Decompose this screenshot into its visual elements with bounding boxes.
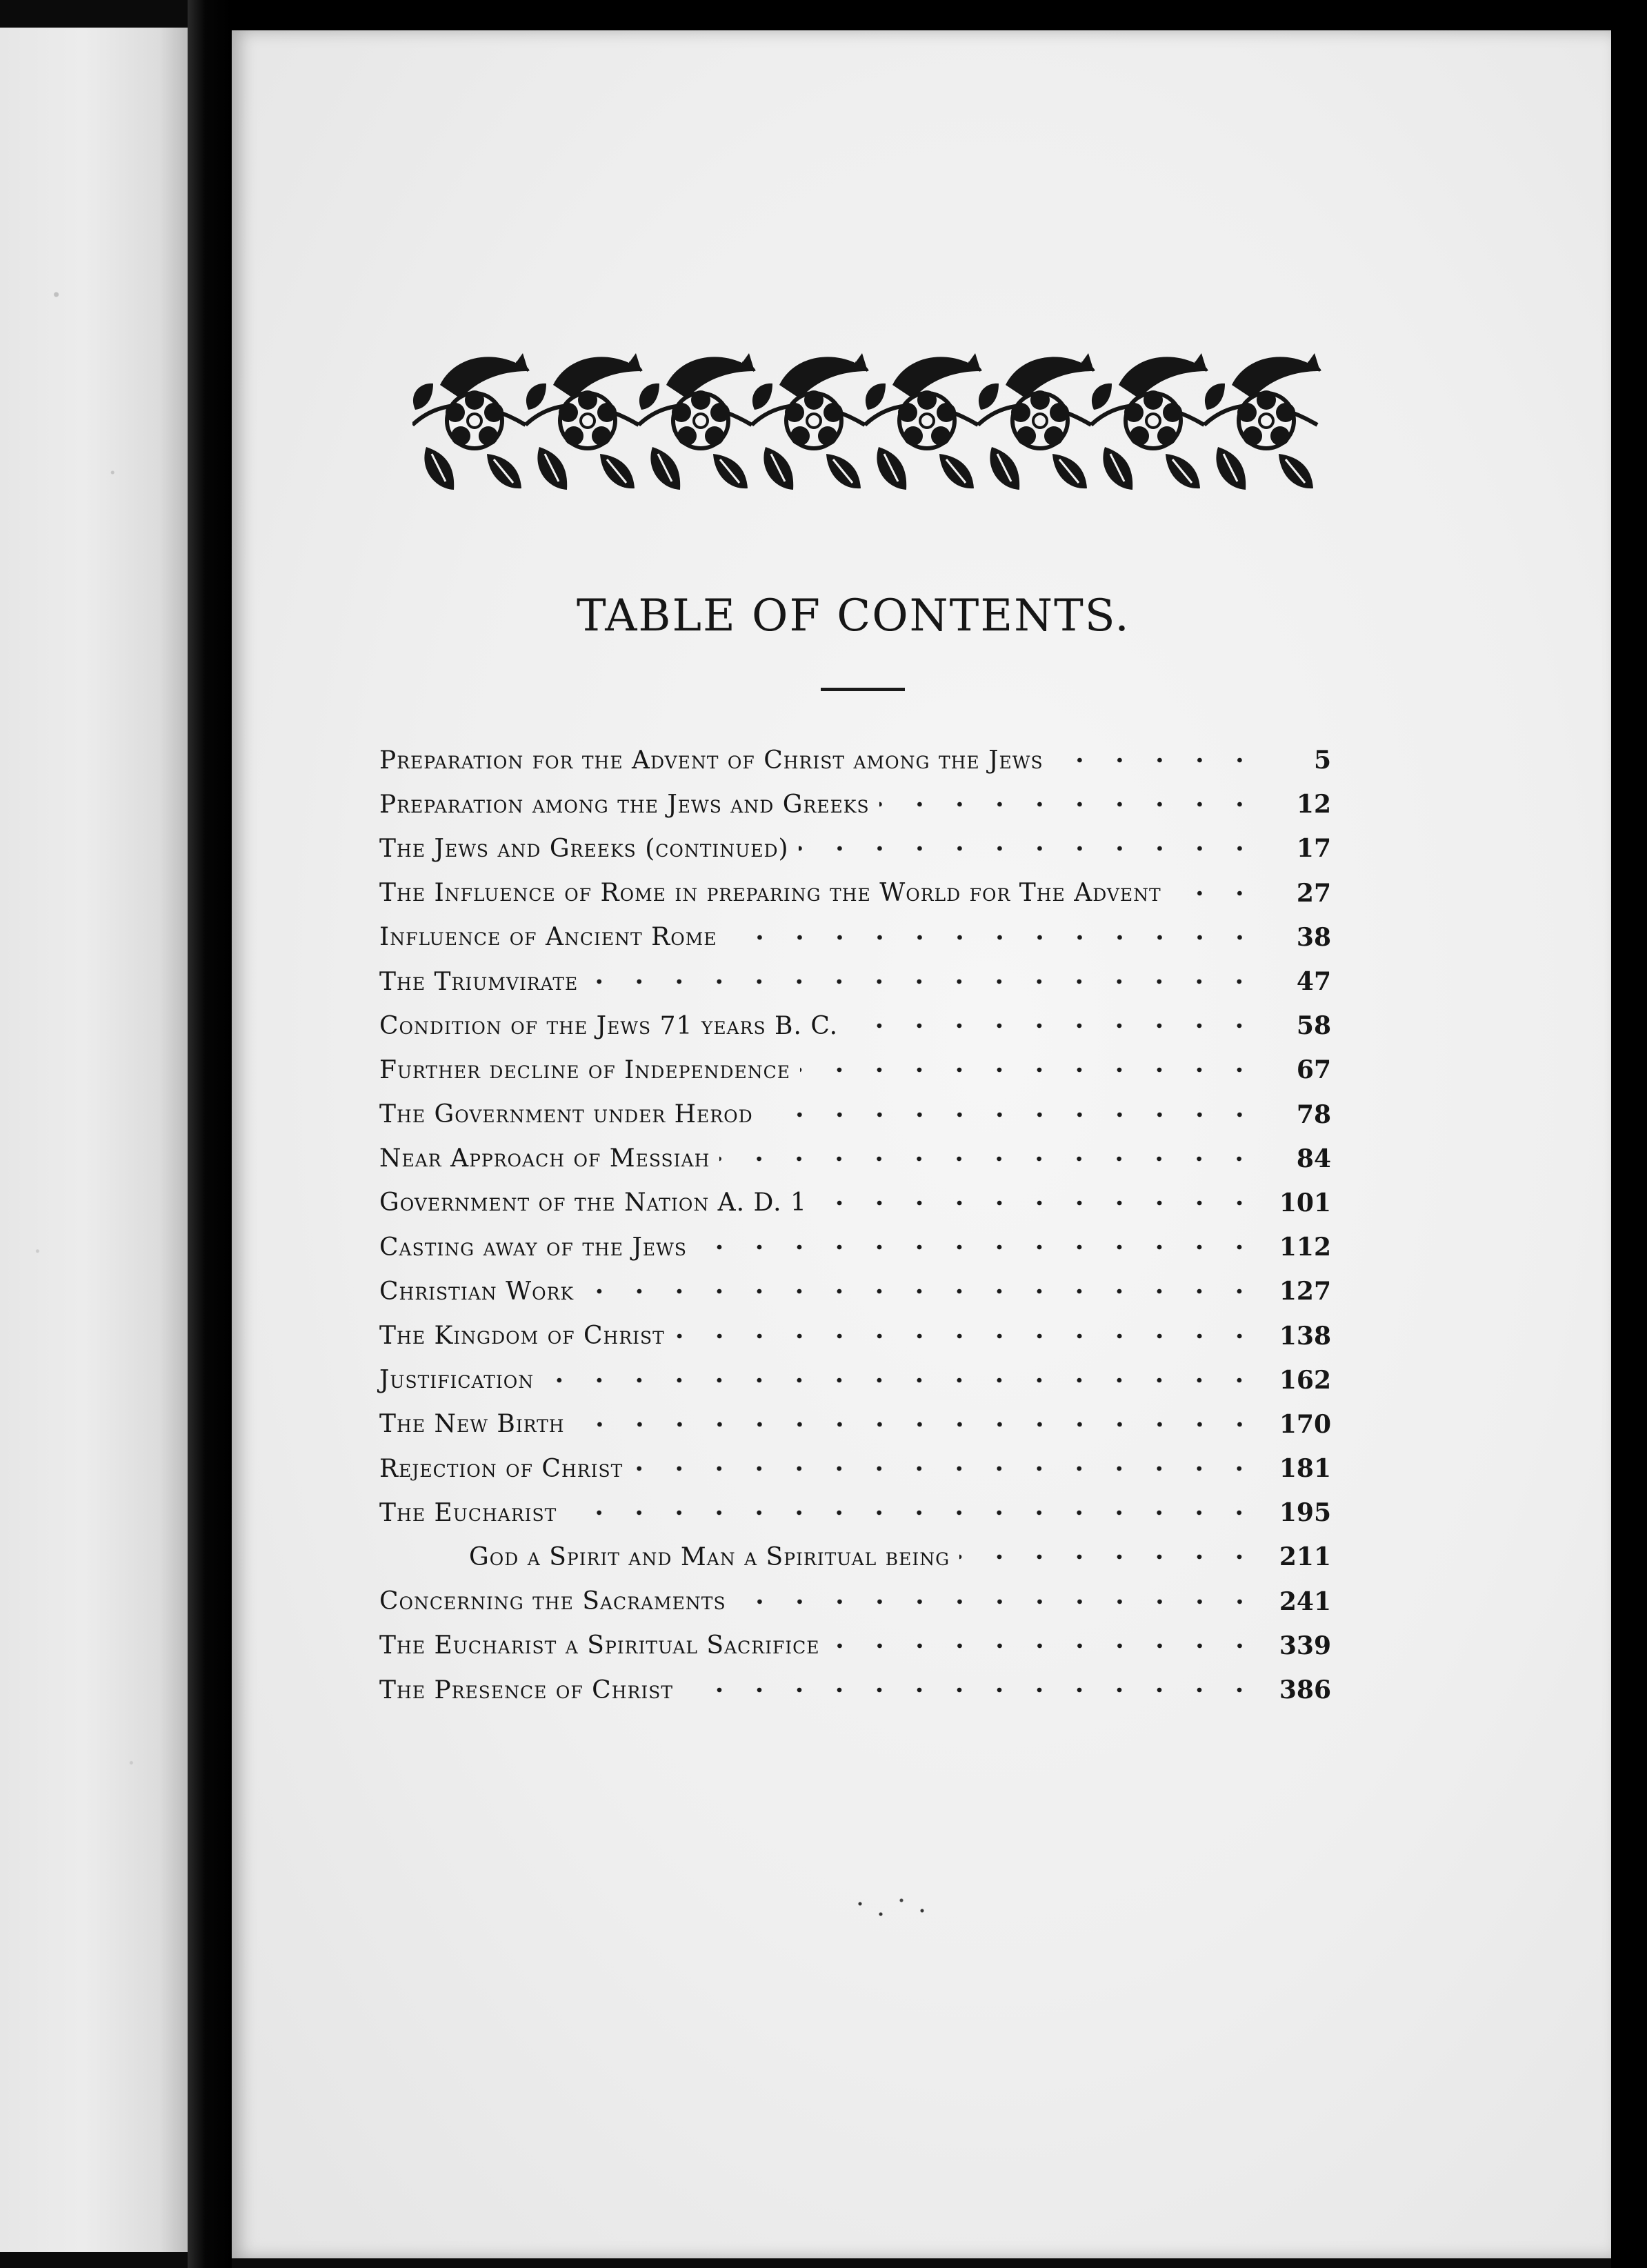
dot-leader	[675, 1322, 1259, 1350]
dot-leader	[848, 1012, 1259, 1040]
toc-entry[interactable]	[379, 738, 1331, 782]
dot-leader	[719, 1145, 1259, 1173]
toc-entry[interactable]	[379, 1048, 1331, 1092]
toc-entry-page: 27	[1296, 878, 1331, 908]
toc-entry-page: 195	[1279, 1498, 1331, 1528]
toc-entry-title: Rejection of Christ	[379, 1454, 623, 1483]
toc-entry[interactable]	[379, 871, 1331, 915]
toc-entry[interactable]	[379, 1580, 1331, 1624]
dot-leader	[575, 1411, 1259, 1438]
toc-entry[interactable]	[379, 1181, 1331, 1225]
dot-leader	[632, 1455, 1259, 1482]
toc-entry[interactable]	[379, 1225, 1331, 1269]
toc-entry-title: The Jews and Greeks (continued)	[379, 834, 789, 863]
toc-entry-title: The Eucharist a Spiritual Sacrifice	[379, 1631, 820, 1660]
toc-entry-page: 386	[1279, 1675, 1331, 1705]
dot-leader	[588, 968, 1259, 995]
toc-entry[interactable]	[379, 1446, 1331, 1491]
toc-entry[interactable]	[379, 1313, 1331, 1357]
scan-right-edge	[1611, 0, 1647, 2268]
toc-entry[interactable]	[379, 1535, 1331, 1579]
book-gutter	[188, 0, 232, 2268]
toc-entry-title: The Triumvirate	[379, 967, 579, 996]
toc-entry-title: God a Spirit and Man a Spiritual being	[469, 1542, 950, 1571]
toc-entry-page: 211	[1279, 1542, 1331, 1572]
toc-entry-title: The New Birth	[379, 1410, 565, 1439]
toc-entry-page: 127	[1279, 1277, 1331, 1306]
dot-leader	[683, 1676, 1259, 1704]
toc-entry[interactable]	[379, 1004, 1331, 1048]
toc-entry[interactable]	[379, 1402, 1331, 1446]
toc-entry-page: 12	[1296, 790, 1331, 819]
toc-entry-page: 170	[1279, 1409, 1331, 1439]
facing-page-edge	[0, 28, 188, 2252]
toc-entry-page: 339	[1279, 1631, 1331, 1660]
dot-leader	[879, 790, 1259, 818]
dot-leader	[697, 1233, 1259, 1261]
page-title: TABLE OF CONTENTS.	[577, 590, 1130, 641]
toc-entry[interactable]	[379, 915, 1331, 959]
toc-entry[interactable]	[379, 1269, 1331, 1313]
toc-entry-title: Concerning the Sacraments	[379, 1587, 726, 1616]
dot-leader	[799, 835, 1259, 862]
toc-entry-title: Justification	[379, 1366, 535, 1395]
toc-entry[interactable]	[379, 1093, 1331, 1137]
toc-entry-page: 38	[1296, 922, 1331, 952]
toc-entry[interactable]	[379, 1624, 1331, 1668]
toc-entry-page: 58	[1296, 1011, 1331, 1041]
dot-leader	[566, 1499, 1259, 1526]
toc-entry-title: The Government under Herod	[379, 1100, 753, 1129]
toc-entry-page: 5	[1313, 746, 1331, 775]
print-specks	[852, 1890, 935, 1924]
toc-entry-title: The Influence of Rome in preparing the World for The Advent	[379, 879, 1161, 908]
dot-leader	[763, 1101, 1259, 1128]
dot-leader	[543, 1366, 1259, 1394]
toc-entry[interactable]	[379, 1358, 1331, 1402]
dot-leader	[583, 1277, 1259, 1305]
toc-entry-title: Near Approach of Messiah	[379, 1144, 710, 1173]
dot-leader	[800, 1056, 1259, 1084]
toc-entry[interactable]	[379, 1668, 1331, 1712]
dot-leader	[817, 1189, 1259, 1217]
toc-entry-page: 78	[1296, 1100, 1331, 1129]
toc-entry-page: 84	[1296, 1144, 1331, 1173]
toc-entry[interactable]	[379, 782, 1331, 826]
title-divider	[821, 688, 905, 691]
floral-vine-border-icon	[412, 344, 1321, 497]
toc-entry-page: 112	[1279, 1233, 1331, 1262]
toc-entry-title: Christian Work	[379, 1277, 575, 1306]
dot-leader	[727, 924, 1259, 951]
toc-entry-page: 162	[1279, 1365, 1331, 1395]
toc-entry-title: The Eucharist	[379, 1498, 557, 1527]
toc-entry[interactable]	[379, 826, 1331, 871]
toc-entry-page: 17	[1296, 834, 1331, 864]
toc-entry-page: 138	[1279, 1321, 1331, 1351]
dot-leader	[959, 1543, 1259, 1571]
contents-list	[379, 738, 1331, 1712]
toc-entry-title: Further decline of Independence	[379, 1055, 791, 1084]
toc-entry-page: 67	[1296, 1055, 1331, 1085]
toc-entry[interactable]	[379, 959, 1331, 1004]
toc-entry-title: Casting away of the Jews	[379, 1233, 688, 1262]
dot-leader	[830, 1632, 1259, 1660]
toc-entry-page: 241	[1279, 1586, 1331, 1616]
toc-entry-title: Government of the Nation A. D. 1	[379, 1188, 807, 1217]
toc-entry-title: Preparation among the Jews and Greeks	[379, 790, 870, 819]
dot-leader	[1171, 879, 1259, 907]
toc-entry-page: 47	[1296, 967, 1331, 997]
scan-top-edge	[188, 0, 1647, 30]
toc-entry-title: The Kingdom of Christ	[379, 1322, 665, 1351]
toc-entry[interactable]	[379, 1491, 1331, 1535]
dot-leader	[736, 1588, 1259, 1615]
toc-entry-title: Influence of Ancient Rome	[379, 923, 717, 952]
toc-entry[interactable]	[379, 1137, 1331, 1181]
toc-entry-page: 181	[1279, 1454, 1331, 1484]
toc-entry-page: 101	[1279, 1188, 1331, 1217]
toc-entry-title: The Presence of Christ	[379, 1675, 674, 1704]
toc-entry-title: Preparation for the Advent of Christ among the Jews	[379, 746, 1044, 775]
dot-leader	[1053, 746, 1259, 774]
toc-entry-title: Condition of the Jews 71 years B. C.	[379, 1011, 839, 1040]
